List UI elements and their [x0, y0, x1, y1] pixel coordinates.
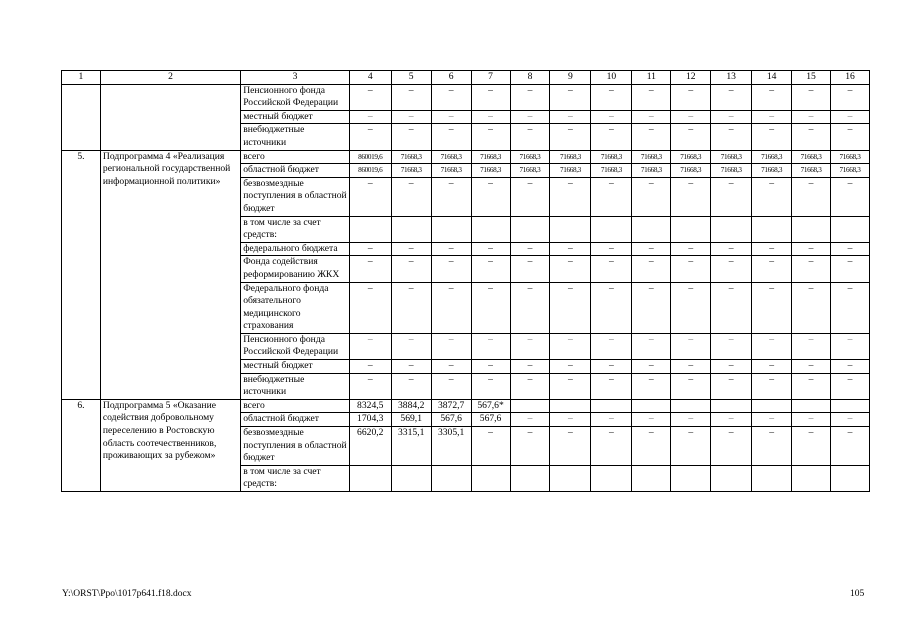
value-cell: –	[391, 242, 431, 256]
value-cell: –	[550, 427, 591, 466]
value-cell: –	[671, 256, 711, 282]
value-cell: –	[510, 427, 550, 466]
value-cell: –	[632, 333, 671, 359]
value-cell: –	[391, 110, 431, 124]
value-cell: –	[711, 360, 752, 374]
value-cell: –	[711, 84, 752, 110]
value-cell: –	[632, 110, 671, 124]
value-cell: –	[510, 360, 550, 374]
value-cell: –	[349, 256, 391, 282]
value-cell: –	[671, 413, 711, 427]
value-cell: –	[510, 413, 550, 427]
value-cell: –	[632, 256, 671, 282]
value-cell: –	[431, 110, 471, 124]
value-cell	[550, 216, 591, 242]
value-cell: –	[550, 84, 591, 110]
value-cell: –	[591, 110, 632, 124]
value-cell: –	[591, 84, 632, 110]
value-cell: –	[711, 282, 752, 333]
value-cell	[550, 465, 591, 491]
value-cell	[831, 399, 870, 413]
value-cell: –	[471, 256, 510, 282]
value-cell: 71668,3	[431, 150, 471, 164]
value-cell: –	[510, 256, 550, 282]
value-cell: –	[632, 84, 671, 110]
value-cell: –	[711, 373, 752, 399]
value-cell	[752, 465, 792, 491]
value-cell: 567,6*	[471, 399, 510, 413]
value-cell: –	[431, 124, 471, 150]
value-cell: –	[711, 333, 752, 359]
funding-source: Фонда содействия реформированию ЖКХ	[241, 256, 350, 282]
column-number: 10	[591, 71, 632, 85]
value-cell	[431, 216, 471, 242]
value-cell	[591, 465, 632, 491]
value-cell: –	[711, 110, 752, 124]
value-cell: –	[671, 360, 711, 374]
value-cell: –	[471, 427, 510, 466]
column-number: 8	[510, 71, 550, 85]
funding-source: безвозмездные поступления в областной бюджет	[241, 427, 350, 466]
value-cell: 3315,1	[391, 427, 431, 466]
value-cell: –	[349, 84, 391, 110]
value-cell	[510, 465, 550, 491]
funding-source: внебюджетные источники	[241, 373, 350, 399]
footer-file-path: Y:\ORST\Ppo\1017p641.f18.docx	[62, 589, 192, 599]
funding-source: всего	[241, 150, 350, 164]
value-cell: –	[831, 360, 870, 374]
value-cell: –	[752, 282, 792, 333]
value-cell: 860019,6	[349, 164, 391, 178]
value-cell: –	[752, 333, 792, 359]
value-cell: 71668,3	[510, 164, 550, 178]
value-cell: –	[431, 333, 471, 359]
value-cell: –	[711, 256, 752, 282]
value-cell: –	[792, 282, 831, 333]
column-number: 3	[241, 71, 350, 85]
value-cell: –	[550, 256, 591, 282]
value-cell: –	[711, 413, 752, 427]
value-cell: –	[792, 256, 831, 282]
value-cell: –	[671, 177, 711, 216]
header-row	[62, 71, 870, 85]
funding-source: областной бюджет	[241, 413, 350, 427]
value-cell: –	[671, 427, 711, 466]
value-cell: –	[471, 84, 510, 110]
value-cell: –	[349, 110, 391, 124]
value-cell: –	[471, 333, 510, 359]
value-cell	[591, 399, 632, 413]
value-cell	[752, 399, 792, 413]
value-cell: 71668,3	[792, 164, 831, 178]
value-cell	[711, 216, 752, 242]
value-cell: 71668,3	[792, 150, 831, 164]
value-cell: –	[831, 124, 870, 150]
value-cell	[752, 216, 792, 242]
funding-source: в том числе за счет средств:	[241, 216, 350, 242]
column-number: 16	[831, 71, 870, 85]
value-cell: –	[711, 124, 752, 150]
value-cell: –	[349, 333, 391, 359]
value-cell: –	[591, 360, 632, 374]
value-cell: –	[349, 360, 391, 374]
value-cell: 567,6	[431, 413, 471, 427]
value-cell	[349, 465, 391, 491]
value-cell	[510, 216, 550, 242]
value-cell: –	[632, 124, 671, 150]
value-cell: –	[752, 413, 792, 427]
value-cell: 71668,3	[471, 164, 510, 178]
column-number: 12	[671, 71, 711, 85]
column-number: 2	[100, 71, 240, 85]
value-cell: –	[431, 177, 471, 216]
value-cell: –	[752, 373, 792, 399]
value-cell	[632, 399, 671, 413]
value-cell: –	[752, 177, 792, 216]
value-cell: –	[550, 177, 591, 216]
value-cell: –	[391, 177, 431, 216]
value-cell: –	[510, 333, 550, 359]
row-number	[62, 84, 101, 150]
value-cell: –	[391, 360, 431, 374]
value-cell: –	[671, 282, 711, 333]
value-cell: 3872,7	[431, 399, 471, 413]
value-cell: –	[510, 124, 550, 150]
value-cell: –	[471, 110, 510, 124]
column-number: 15	[792, 71, 831, 85]
value-cell: 71668,3	[632, 150, 671, 164]
value-cell: –	[752, 124, 792, 150]
value-cell: –	[792, 177, 831, 216]
value-cell	[671, 399, 711, 413]
value-cell: –	[349, 177, 391, 216]
column-number: 4	[349, 71, 391, 85]
column-number: 6	[431, 71, 471, 85]
value-cell: –	[711, 242, 752, 256]
funding-source: федерального бюджета	[241, 242, 350, 256]
value-cell: –	[510, 84, 550, 110]
value-cell: 71668,3	[391, 150, 431, 164]
row-number: 6.	[62, 399, 101, 491]
value-cell	[632, 465, 671, 491]
value-cell: –	[831, 333, 870, 359]
value-cell	[831, 216, 870, 242]
value-cell: –	[349, 242, 391, 256]
value-cell: –	[752, 110, 792, 124]
funding-source: внебюджетные источники	[241, 124, 350, 150]
column-number: 9	[550, 71, 591, 85]
value-cell	[831, 465, 870, 491]
value-cell: 6620,2	[349, 427, 391, 466]
value-cell: –	[510, 242, 550, 256]
value-cell: –	[391, 333, 431, 359]
table-row	[62, 150, 870, 164]
value-cell: –	[632, 177, 671, 216]
value-cell: –	[792, 427, 831, 466]
value-cell	[471, 465, 510, 491]
value-cell: 71668,3	[671, 164, 711, 178]
value-cell: –	[831, 256, 870, 282]
footer-page-number: 105	[850, 589, 865, 599]
value-cell: 71668,3	[632, 164, 671, 178]
value-cell: 71668,3	[471, 150, 510, 164]
program-name: Подпрограмма 4 «Реализация региональной государственной информационной политики»	[100, 150, 240, 399]
value-cell: –	[510, 373, 550, 399]
value-cell: 860019,6	[349, 150, 391, 164]
funding-source: местный бюджет	[241, 360, 350, 374]
value-cell	[671, 216, 711, 242]
value-cell: 71668,3	[431, 164, 471, 178]
value-cell: –	[471, 360, 510, 374]
value-cell: –	[671, 110, 711, 124]
value-cell: –	[349, 373, 391, 399]
value-cell: –	[711, 177, 752, 216]
value-cell: –	[550, 373, 591, 399]
value-cell	[792, 399, 831, 413]
value-cell: –	[591, 333, 632, 359]
value-cell: –	[632, 413, 671, 427]
value-cell: –	[831, 413, 870, 427]
value-cell: –	[550, 413, 591, 427]
value-cell: –	[391, 84, 431, 110]
value-cell: –	[550, 333, 591, 359]
funding-source: областной бюджет	[241, 164, 350, 178]
value-cell: –	[792, 242, 831, 256]
value-cell: 71668,3	[752, 150, 792, 164]
value-cell: –	[510, 110, 550, 124]
value-cell: –	[471, 282, 510, 333]
value-cell: 71668,3	[711, 150, 752, 164]
funding-source: местный бюджет	[241, 110, 350, 124]
value-cell: –	[471, 242, 510, 256]
column-number: 5	[391, 71, 431, 85]
value-cell: –	[510, 177, 550, 216]
value-cell	[632, 216, 671, 242]
value-cell: –	[391, 282, 431, 333]
budget-table	[61, 70, 870, 492]
value-cell: 71668,3	[591, 164, 632, 178]
value-cell: –	[632, 373, 671, 399]
value-cell: –	[591, 282, 632, 333]
value-cell: –	[831, 282, 870, 333]
value-cell: –	[792, 360, 831, 374]
value-cell: –	[671, 373, 711, 399]
value-cell: –	[591, 256, 632, 282]
value-cell: 71668,3	[550, 150, 591, 164]
value-cell: –	[550, 242, 591, 256]
value-cell: –	[831, 110, 870, 124]
value-cell	[792, 465, 831, 491]
funding-source: безвозмездные поступления в областной бюджет	[241, 177, 350, 216]
value-cell: –	[550, 110, 591, 124]
value-cell: –	[792, 373, 831, 399]
column-number: 11	[632, 71, 671, 85]
value-cell: 71668,3	[831, 164, 870, 178]
column-number: 13	[711, 71, 752, 85]
value-cell: –	[752, 84, 792, 110]
value-cell: –	[632, 282, 671, 333]
value-cell: –	[431, 84, 471, 110]
value-cell: –	[752, 256, 792, 282]
value-cell: –	[550, 282, 591, 333]
value-cell: –	[591, 242, 632, 256]
funding-source: Федерального фонда обязательного медицинского страхования	[241, 282, 350, 333]
value-cell: 567,6	[471, 413, 510, 427]
value-cell	[711, 465, 752, 491]
value-cell	[671, 465, 711, 491]
value-cell: –	[391, 373, 431, 399]
value-cell	[391, 465, 431, 491]
value-cell: –	[591, 427, 632, 466]
value-cell: 71668,3	[752, 164, 792, 178]
value-cell: –	[831, 242, 870, 256]
value-cell: –	[431, 282, 471, 333]
table-row	[62, 399, 870, 413]
value-cell: –	[349, 124, 391, 150]
funding-source: в том числе за счет средств:	[241, 465, 350, 491]
value-cell: –	[792, 84, 831, 110]
funding-source: Пенсионного фонда Российской Федерации	[241, 333, 350, 359]
funding-source: Пенсионного фонда Российской Федерации	[241, 84, 350, 110]
value-cell: –	[632, 360, 671, 374]
value-cell: –	[591, 373, 632, 399]
value-cell	[550, 399, 591, 413]
value-cell: –	[431, 256, 471, 282]
value-cell: –	[632, 427, 671, 466]
value-cell: –	[471, 124, 510, 150]
value-cell: –	[550, 124, 591, 150]
value-cell: 71668,3	[391, 164, 431, 178]
value-cell: 71668,3	[711, 164, 752, 178]
program-name: Подпрограмма 5 «Оказание содействия добровольному переселению в Ростовскую область соотечественников, проживающих за рубежом»	[100, 399, 240, 491]
value-cell: 71668,3	[550, 164, 591, 178]
value-cell: –	[752, 242, 792, 256]
value-cell: –	[632, 242, 671, 256]
value-cell: –	[591, 413, 632, 427]
value-cell: –	[792, 110, 831, 124]
value-cell: –	[831, 427, 870, 466]
value-cell	[349, 216, 391, 242]
column-number: 7	[471, 71, 510, 85]
value-cell: 569,1	[391, 413, 431, 427]
value-cell: –	[671, 124, 711, 150]
value-cell: –	[792, 333, 831, 359]
value-cell: –	[391, 124, 431, 150]
value-cell	[711, 399, 752, 413]
value-cell	[391, 216, 431, 242]
value-cell	[510, 399, 550, 413]
funding-source: всего	[241, 399, 350, 413]
value-cell: 1704,3	[349, 413, 391, 427]
value-cell: –	[591, 124, 632, 150]
value-cell	[471, 216, 510, 242]
value-cell: –	[349, 282, 391, 333]
value-cell: –	[591, 177, 632, 216]
value-cell: –	[792, 413, 831, 427]
value-cell: –	[471, 373, 510, 399]
value-cell	[431, 465, 471, 491]
value-cell: –	[671, 333, 711, 359]
value-cell: –	[831, 373, 870, 399]
value-cell: –	[431, 242, 471, 256]
value-cell: –	[431, 373, 471, 399]
program-name	[100, 84, 240, 150]
value-cell: 8324,5	[349, 399, 391, 413]
value-cell: 71668,3	[831, 150, 870, 164]
value-cell: –	[831, 177, 870, 216]
value-cell: –	[752, 360, 792, 374]
row-number: 5.	[62, 150, 101, 399]
value-cell	[792, 216, 831, 242]
value-cell: 71668,3	[510, 150, 550, 164]
value-cell: –	[752, 427, 792, 466]
value-cell: –	[510, 282, 550, 333]
value-cell: –	[792, 124, 831, 150]
column-number: 1	[62, 71, 101, 85]
value-cell: –	[671, 84, 711, 110]
column-number: 14	[752, 71, 792, 85]
value-cell: –	[431, 360, 471, 374]
value-cell: 71668,3	[591, 150, 632, 164]
value-cell: 3305,1	[431, 427, 471, 466]
value-cell: –	[471, 177, 510, 216]
value-cell: –	[550, 360, 591, 374]
value-cell: –	[831, 84, 870, 110]
value-cell: –	[711, 427, 752, 466]
table-row	[62, 84, 870, 110]
value-cell	[591, 216, 632, 242]
value-cell: 71668,3	[671, 150, 711, 164]
value-cell: 3884,2	[391, 399, 431, 413]
value-cell: –	[671, 242, 711, 256]
value-cell: –	[391, 256, 431, 282]
